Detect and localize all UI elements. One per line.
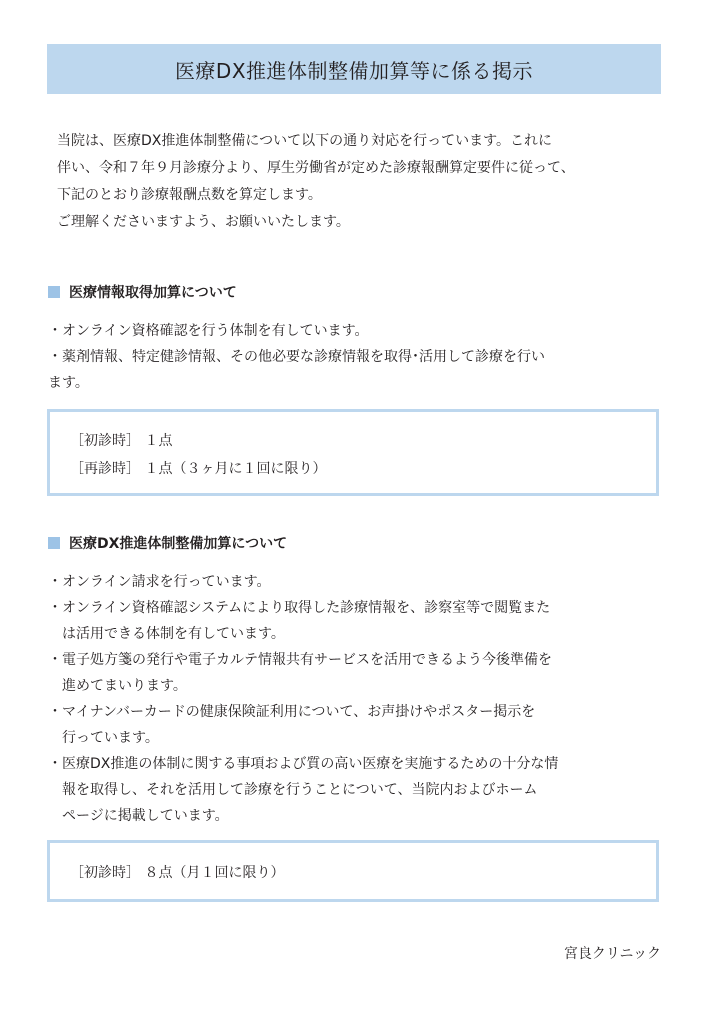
list-item-continuation <box>48 673 663 699</box>
intro-paragraph <box>57 128 669 236</box>
bullet-mark: ・ <box>48 323 62 339</box>
list-item-text: 薬剤情報、特定健診情報、その他必要な診療情報を取得･活用して診療を行い <box>62 349 545 365</box>
square-bullet-icon <box>48 286 60 298</box>
title-banner <box>47 44 661 94</box>
list-item-text: ページに掲載しています。 <box>62 808 229 824</box>
points-row: ［再診時］ １点（３ヶ月に１回に限り） <box>70 461 327 477</box>
section-heading-info-acquisition <box>48 282 237 302</box>
list-item-text: 進めてまいります。 <box>62 678 187 694</box>
list-item <box>48 751 663 777</box>
bullet-mark: ・ <box>48 704 62 720</box>
list-item-text: オンライン資格確認を行う体制を有しています。 <box>62 323 369 339</box>
list-item-text: 行っています。 <box>62 730 159 746</box>
list-item-text: ます。 <box>48 375 89 391</box>
section-heading-label: 医療DX推進体制整備加算について <box>69 536 288 552</box>
bullet-mark: ・ <box>48 349 62 365</box>
list-item-continuation <box>48 803 663 829</box>
list-item <box>48 318 663 344</box>
list-item <box>48 595 663 621</box>
list-item <box>48 699 663 725</box>
dx-promotion-list <box>48 569 663 829</box>
list-item <box>48 569 663 595</box>
list-item-continuation <box>48 370 663 396</box>
bullet-mark: ・ <box>48 756 62 772</box>
intro-line: ご理解くださいますよう、お願いいたします。 <box>57 214 350 230</box>
points-row: ［初診時］ ８点（月１回に限り） <box>70 865 285 881</box>
bullet-mark: ・ <box>48 600 62 616</box>
list-item-text: は活用できる体制を有しています。 <box>62 626 285 642</box>
intro-line: 当院は、医療DX推進体制整備について以下の通り対応を行っています。これに <box>57 133 552 149</box>
list-item-text: オンライン請求を行っています。 <box>62 574 271 590</box>
bullet-mark: ・ <box>48 574 62 590</box>
points-row: ［初診時］ １点 <box>70 433 173 449</box>
intro-line: 伴い、令和７年９月診療分より、厚生労働省が定めた診療報酬算定要件に従って、 <box>57 160 575 176</box>
section-heading-dx-promotion <box>48 533 287 553</box>
points-box-dx-promotion <box>47 840 659 902</box>
list-item <box>48 647 663 673</box>
list-item-text: オンライン資格確認システムにより取得した診療情報を、診察室等で閲覧また <box>62 600 551 616</box>
list-item <box>48 344 663 370</box>
list-item-text: マイナンバーカードの健康保険証利用について、お声掛けやポスター掲示を <box>62 704 536 720</box>
list-item-text: 医療DX推進の体制に関する事項および質の高い医療を実施するための十分な情 <box>62 756 559 772</box>
list-item-continuation <box>48 725 663 751</box>
list-item-continuation <box>48 777 663 803</box>
list-item-text: 報を取得し、それを活用して診療を行うことについて、当院内およびホーム <box>62 782 538 798</box>
list-item-text: 電子処方箋の発行や電子カルテ情報共有サービスを活用できるよう今後準備を <box>62 652 552 668</box>
square-bullet-icon <box>48 537 60 549</box>
info-acquisition-list <box>48 318 663 396</box>
intro-line: 下記のとおり診療報酬点数を算定します。 <box>57 187 322 203</box>
points-box-info-acquisition <box>47 409 659 496</box>
bullet-mark: ・ <box>48 652 62 668</box>
list-item-continuation <box>48 621 663 647</box>
section-heading-label: 医療情報取得加算について <box>69 285 237 301</box>
page-title: 医療DX推進体制整備加算等に係る掲示 <box>174 58 534 83</box>
clinic-name: 宮良クリニック <box>563 946 661 962</box>
